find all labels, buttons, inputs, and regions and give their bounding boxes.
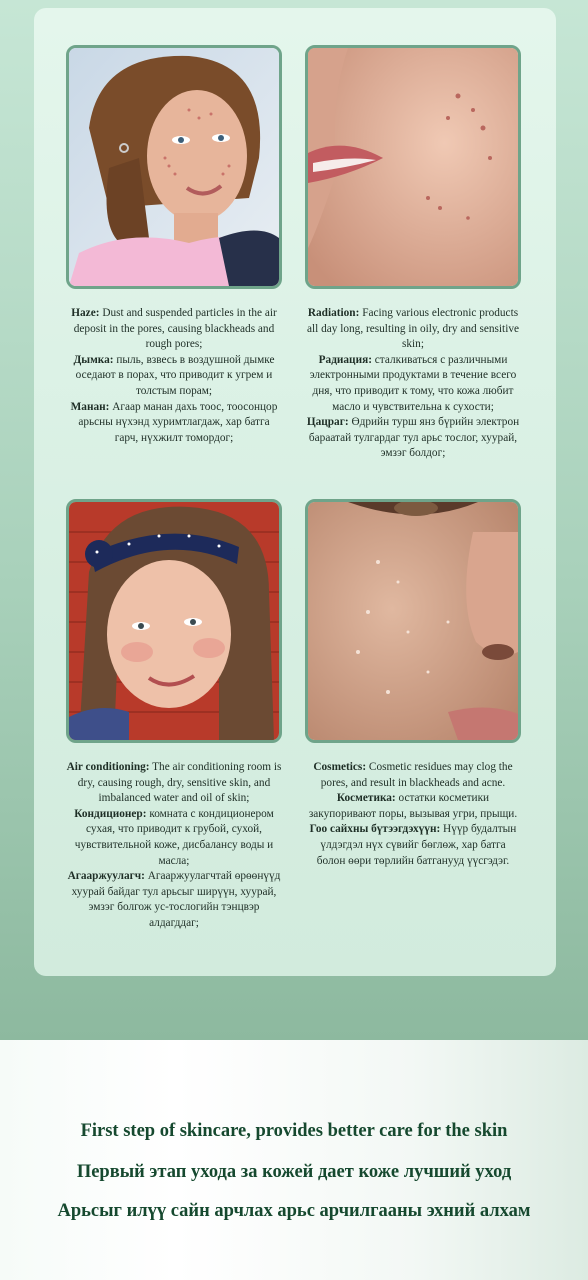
cosmetics-label-ru: Косметика: xyxy=(336,792,396,805)
cheek-closeup-photo xyxy=(305,45,521,289)
haze-description xyxy=(66,306,282,446)
air-conditioning-text-mn: Агааржуулагчтай өрөөнүүд хуурай байдаг тул арьсыг ширүүн, хуурай, эмзэг болгож ус-тослогийн тэнцвэр алдагддаг; xyxy=(71,870,281,929)
radiation-label: Radiation: xyxy=(307,307,360,319)
haze-text-mn: Агаар манан дахь тоос, тоосонцор арьсны нүхэнд хуримтлагдаж, хар батга гарч, нүхжилт томордог; xyxy=(78,400,278,444)
radiation-label-ru: Радиация: xyxy=(318,353,372,366)
air-conditioning-description xyxy=(66,760,282,932)
headline-mongolian: Арьсыг илүү сайн арчлах арьс арчилгааны эхний алхам xyxy=(57,1201,531,1221)
air-conditioning-text-en: The air conditioning room is dry, causing rough, dry, sensitive skin, and imbalanced water and oil of skin; xyxy=(77,761,282,805)
haze-label-ru: Дымка: xyxy=(73,353,114,366)
cosmetics-text-ru: остатки косметики закупоривают поры, вызывая угри, прыщи. xyxy=(308,792,518,820)
cosmetics-description xyxy=(305,760,521,869)
cosmetics-label-mn: Гоо сайхны бүтээгдэхүүн: xyxy=(309,823,441,836)
radiation-label-mn: Цацраг: xyxy=(306,416,349,429)
cosmetics-text-en: Cosmetic residues may clog the pores, and result in blackheads and acne. xyxy=(320,761,513,789)
haze-text-en: Dust and suspended particles in the air deposit in the pores, causing blackheads and rough pores; xyxy=(73,307,277,351)
radiation-text-ru: сталкиваться с различными электронными продуктами в течение всего дня, что приводит к тому, что кожа любит масло и чувствительна к сухости; xyxy=(309,353,517,413)
radiation-text-en: Facing various electronic products all day long, resulting in oily, dry and sensitive skin; xyxy=(307,307,519,351)
air-conditioning-text-ru: комната с кондиционером сухая, что приводит к грубой, сухой, чувствительной коже, дисбалансу воды и масла; xyxy=(74,807,274,867)
nose-skin-closeup-photo xyxy=(305,499,521,743)
haze-text-ru: пыль, взвесь в воздушной дымке оседают в порах, что приводит к угрем и толстым порам; xyxy=(75,353,275,397)
air-conditioning-label-mn: Агааржуулагч: xyxy=(67,870,145,883)
cosmetics-label: Cosmetics: xyxy=(313,761,367,773)
radiation-description xyxy=(305,306,521,462)
face-acne-photo xyxy=(66,45,282,289)
air-conditioning-label: Air conditioning: xyxy=(66,761,150,773)
radiation-text-mn: Өдрийн турш янз бүрийн электрон бараатай тулгардаг тул арьс тослог, хуурай, эмзэг болдог; xyxy=(308,416,520,460)
headline-english: First step of skincare, provides better care for the skin xyxy=(80,1121,508,1141)
headline-russian: Первый этап ухода за кожей дает коже лучший уход xyxy=(76,1162,512,1182)
cosmetics-text-mn: Нүүр будалтын үлдэгдэл нүх сүвийг бөглөж, хар батга болон өөри төрлийн батганууд үүсгэдэг. xyxy=(316,823,517,867)
haze-label-mn: Манан: xyxy=(70,400,110,413)
air-conditioning-label-ru: Кондиционер: xyxy=(74,807,147,820)
haze-label: Haze: xyxy=(71,307,100,319)
girl-headband-photo xyxy=(66,499,282,743)
